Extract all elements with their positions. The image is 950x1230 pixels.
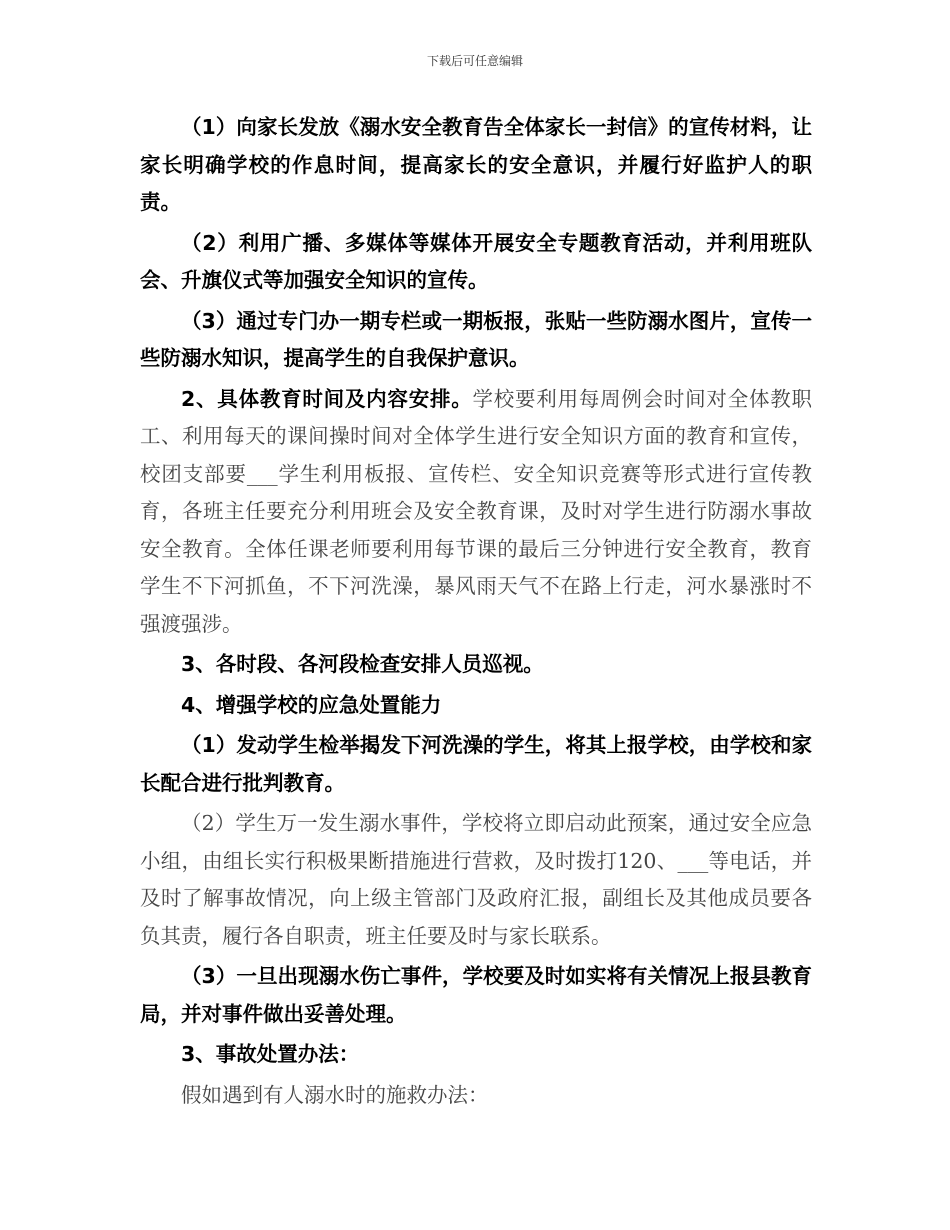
paragraph-notice-parents: （1）向家长发放《溺水安全教育告全体家长一封信》的宣传材料，让家长明确学校的作息时间，提高家长的安全意识，并履行好监护人的职责。 <box>140 115 812 214</box>
section-heading-handling: 3、事故处置办法： <box>181 1042 360 1066</box>
page-header: 下载后可任意编辑 <box>426 54 523 68</box>
paragraph-report-students: （1）发动学生检举揭发下河洗澡的学生，将其上报学校，由学校和家长配合进行批判教育。 <box>140 733 812 795</box>
section-heading-emergency: 4、增强学校的应急处置能力 <box>181 692 442 717</box>
document-body <box>140 109 812 1114</box>
paragraph-bulletin-board: （3）通过专门办一期专栏或一期板报，张贴一些防溺水图片，宣传一些防溺水知识，提高学生的自我保护意识。 <box>140 308 812 370</box>
paragraph-rescue-methods: 假如遇到有人溺水时的施救办法： <box>181 1082 489 1107</box>
paragraph-broadcast-education: （2）利用广播、多媒体等媒体开展安全专题教育活动，并利用班队会、升旗仪式等加强安全知识的宣传。 <box>140 230 812 292</box>
paragraph-casualty-report: （3）一旦出现溺水伤亡事件，学校要及时如实将有关情况上报县教育局，并对事件做出妥善处理。 <box>140 964 812 1026</box>
paragraph-education-schedule <box>140 381 812 644</box>
schedule-body-text: 学校要利用每周例会时间对全体教职工、利用每天的课间操时间对全体学生进行安全知识方面的教育和宣传，校团支部要___学生利用板报、宣传栏、安全知识竞赛等形式进行宣传教育，各班主任要充分利用班会及安全教育课，及时对学生进行防溺水事故安全教育。全体任课老师要利用每节课的最后三分钟进行安全教育，教育学生不下河抓鱼，不下河洗澡，暴风雨天气不在路上行走，河水暴涨时不强渡强涉。 <box>140 386 812 636</box>
section-heading-schedule: 2、具体教育时间及内容安排。 <box>181 386 473 411</box>
paragraph-drowning-response: （2）学生万一发生溺水事件，学校将立即启动此预案，通过安全应急小组，由组长实行积极果断措施进行营救，及时拨打120、___等电话，并及时了解事故情况，向上级主管部门及政府汇报，副组长及其他成员要各负其责，履行各自职责，班主任要及时与家长联系。 <box>140 811 812 948</box>
section-heading-patrol: 3、各时段、各河段检查安排人员巡视。 <box>181 652 544 676</box>
